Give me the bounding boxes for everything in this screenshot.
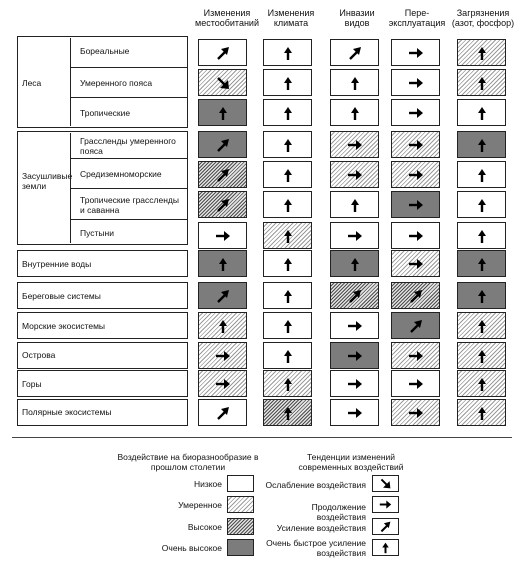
- trend-arrow-icon: [347, 167, 363, 183]
- trend-arrow-icon: [215, 75, 231, 91]
- trend-arrow-icon: [474, 376, 490, 392]
- impact-cell: [391, 399, 440, 426]
- trend-arrow-icon: [280, 318, 296, 334]
- impact-cell: [330, 191, 379, 218]
- legend-level-label: Низкое: [193, 479, 222, 489]
- legend-trend-title: Тенденции изменений современных воздействий: [298, 452, 404, 472]
- legend-swatch-moderate: [227, 496, 254, 513]
- row-label: Береговые системы: [22, 291, 101, 301]
- trend-arrow-icon: [474, 256, 490, 272]
- legend-level-label: Умеренное: [178, 500, 222, 510]
- group-label-drylands: Засушливые земли: [22, 171, 73, 191]
- legend-trend-label: Продолжение воздействия: [311, 502, 366, 522]
- impact-cell: [263, 222, 312, 249]
- trend-arrow-icon: [474, 318, 490, 334]
- column-header-habitat: Изменения местообитаний: [195, 8, 259, 28]
- trend-arrow-icon: [379, 520, 392, 533]
- impact-cell: [198, 370, 247, 397]
- trend-arrow-icon: [474, 405, 490, 421]
- legend-trend-label: Очень быстрое усиление воздействия: [266, 538, 366, 558]
- trend-arrow-icon: [408, 256, 424, 272]
- impact-cell: [457, 250, 506, 277]
- impact-cell: [263, 370, 312, 397]
- trend-arrow-icon: [408, 137, 424, 153]
- trend-arrow-icon: [280, 167, 296, 183]
- impact-cell: [198, 250, 247, 277]
- impact-cell: [391, 342, 440, 369]
- impact-cell: [457, 399, 506, 426]
- trend-arrow-icon: [408, 348, 424, 364]
- impact-cell: [330, 282, 379, 309]
- impact-cell: [391, 39, 440, 66]
- row-label: Грассленды умеренного пояса: [80, 136, 176, 156]
- trend-arrow-icon: [474, 167, 490, 183]
- trend-arrow-icon: [408, 376, 424, 392]
- impact-cell: [263, 131, 312, 158]
- impact-cell: [457, 222, 506, 249]
- column-header-invasive: Инвазии видов: [339, 8, 375, 28]
- trend-arrow-icon: [215, 105, 231, 121]
- trend-arrow-icon: [280, 228, 296, 244]
- row-label: Внутренние воды: [22, 259, 92, 269]
- impact-cell: [330, 161, 379, 188]
- impact-cell: [330, 370, 379, 397]
- row-divider: [70, 219, 188, 220]
- impact-cell: [263, 39, 312, 66]
- impact-cell: [330, 342, 379, 369]
- trend-arrow-icon: [408, 167, 424, 183]
- legend-arrow-decreasing: [372, 475, 399, 492]
- row-label: Острова: [22, 350, 56, 360]
- impact-cell: [198, 312, 247, 339]
- trend-arrow-icon: [408, 105, 424, 121]
- trend-arrow-icon: [347, 105, 363, 121]
- impact-cell: [391, 250, 440, 277]
- impact-cell: [263, 69, 312, 96]
- impact-cell: [391, 161, 440, 188]
- trend-arrow-icon: [347, 197, 363, 213]
- impact-cell: [330, 250, 379, 277]
- impact-cell: [330, 222, 379, 249]
- impact-cell: [391, 191, 440, 218]
- trend-arrow-icon: [474, 288, 490, 304]
- trend-arrow-icon: [280, 376, 296, 392]
- trend-arrow-icon: [474, 348, 490, 364]
- bracket-forests: [70, 38, 71, 126]
- impact-cell: [330, 39, 379, 66]
- impact-cell: [263, 161, 312, 188]
- impact-cell: [198, 191, 247, 218]
- trend-arrow-icon: [215, 167, 231, 183]
- legend-level-label: Высокое: [187, 522, 222, 532]
- trend-arrow-icon: [408, 45, 424, 61]
- row-label: Бореальные: [80, 46, 130, 56]
- row-label: Горы: [22, 379, 42, 389]
- impact-cell: [330, 312, 379, 339]
- impact-cell: [457, 99, 506, 126]
- legend-divider: [12, 437, 512, 438]
- impact-cell: [330, 131, 379, 158]
- impact-cell: [391, 222, 440, 249]
- row-label: Тропические: [80, 108, 131, 118]
- impact-cell: [330, 399, 379, 426]
- trend-arrow-icon: [408, 318, 424, 334]
- trend-arrow-icon: [280, 348, 296, 364]
- impact-cell: [198, 399, 247, 426]
- impact-cell: [263, 250, 312, 277]
- legend-swatch-low: [227, 475, 254, 492]
- impact-cell: [330, 99, 379, 126]
- trend-arrow-icon: [408, 405, 424, 421]
- row-label: Средиземноморские: [80, 169, 162, 179]
- trend-arrow-icon: [280, 405, 296, 421]
- trend-arrow-icon: [215, 137, 231, 153]
- impact-cell: [330, 69, 379, 96]
- legend-swatch-high: [227, 518, 254, 535]
- trend-arrow-icon: [347, 405, 363, 421]
- row-label: Морские экосистемы: [22, 321, 106, 331]
- trend-arrow-icon: [347, 256, 363, 272]
- trend-arrow-icon: [474, 45, 490, 61]
- trend-arrow-icon: [347, 348, 363, 364]
- impact-cell: [457, 161, 506, 188]
- trend-arrow-icon: [215, 197, 231, 213]
- column-header-overexploitation: Пере-эксплуатация: [388, 8, 446, 28]
- trend-arrow-icon: [408, 228, 424, 244]
- row-divider: [70, 158, 188, 159]
- impact-cell: [263, 99, 312, 126]
- impact-cell: [457, 191, 506, 218]
- legend-swatch-very-high: [227, 539, 254, 556]
- trend-arrow-icon: [474, 105, 490, 121]
- legend-arrow-very-rapid: [372, 539, 399, 556]
- group-label-forests: Леса: [22, 78, 42, 88]
- impact-cell: [198, 99, 247, 126]
- impact-cell: [198, 131, 247, 158]
- trend-arrow-icon: [215, 288, 231, 304]
- legend-trend-label: Ослабление воздействия: [265, 480, 366, 490]
- row-label: Тропические грассленды и саванна: [80, 195, 179, 215]
- impact-cell: [457, 282, 506, 309]
- row-label: Полярные экосистемы: [22, 407, 112, 417]
- row-divider: [70, 188, 188, 189]
- impact-cell: [391, 370, 440, 397]
- impact-cell: [391, 131, 440, 158]
- trend-arrow-icon: [280, 137, 296, 153]
- impact-cell: [263, 342, 312, 369]
- row-label: Пустыни: [80, 228, 114, 238]
- trend-arrow-icon: [215, 228, 231, 244]
- impact-cell: [198, 282, 247, 309]
- impact-cell: [457, 342, 506, 369]
- trend-arrow-icon: [280, 197, 296, 213]
- impact-cell: [457, 370, 506, 397]
- column-header-pollution: Загрязнения (азот, фосфор): [451, 8, 515, 28]
- impact-cell: [263, 312, 312, 339]
- trend-arrow-icon: [347, 75, 363, 91]
- row-box-mountains: [17, 370, 188, 397]
- legend-trend-label: Усиление воздействия: [276, 523, 366, 533]
- trend-arrow-icon: [347, 137, 363, 153]
- trend-arrow-icon: [280, 75, 296, 91]
- row-divider: [70, 67, 188, 68]
- legend-level-label: Очень высокое: [161, 543, 222, 553]
- legend-impact-title: Воздействие на биоразнообразие в прошлом столетии: [117, 452, 259, 472]
- trend-arrow-icon: [347, 45, 363, 61]
- impact-cell: [391, 282, 440, 309]
- impact-cell: [457, 69, 506, 96]
- trend-arrow-icon: [474, 228, 490, 244]
- trend-arrow-icon: [474, 137, 490, 153]
- trend-arrow-icon: [408, 288, 424, 304]
- impact-cell: [263, 282, 312, 309]
- impact-cell: [263, 191, 312, 218]
- column-header-climate: Изменения климата: [267, 8, 315, 28]
- trend-arrow-icon: [408, 197, 424, 213]
- impact-cell: [391, 99, 440, 126]
- trend-arrow-icon: [215, 318, 231, 334]
- trend-arrow-icon: [379, 498, 392, 511]
- impact-cell: [198, 222, 247, 249]
- impact-cell: [457, 131, 506, 158]
- trend-arrow-icon: [474, 197, 490, 213]
- impact-cell: [198, 342, 247, 369]
- trend-arrow-icon: [215, 405, 231, 421]
- trend-arrow-icon: [215, 376, 231, 392]
- trend-arrow-icon: [215, 45, 231, 61]
- trend-arrow-icon: [280, 105, 296, 121]
- trend-arrow-icon: [474, 75, 490, 91]
- trend-arrow-icon: [347, 376, 363, 392]
- trend-arrow-icon: [379, 477, 392, 490]
- legend-arrow-increasing: [372, 518, 399, 535]
- trend-arrow-icon: [215, 256, 231, 272]
- impact-cell: [457, 39, 506, 66]
- trend-arrow-icon: [280, 256, 296, 272]
- impact-cell: [198, 39, 247, 66]
- trend-arrow-icon: [379, 541, 392, 554]
- trend-arrow-icon: [408, 75, 424, 91]
- row-label: Умеренного пояса: [80, 78, 153, 88]
- trend-arrow-icon: [280, 45, 296, 61]
- impact-cell: [263, 399, 312, 426]
- trend-arrow-icon: [347, 288, 363, 304]
- trend-arrow-icon: [280, 288, 296, 304]
- trend-arrow-icon: [347, 228, 363, 244]
- impact-cell: [391, 312, 440, 339]
- impact-cell: [198, 69, 247, 96]
- trend-arrow-icon: [347, 318, 363, 334]
- impact-cell: [391, 69, 440, 96]
- impact-cell: [198, 161, 247, 188]
- row-divider: [70, 97, 188, 98]
- legend-arrow-continuing: [372, 496, 399, 513]
- trend-arrow-icon: [215, 348, 231, 364]
- impact-cell: [457, 312, 506, 339]
